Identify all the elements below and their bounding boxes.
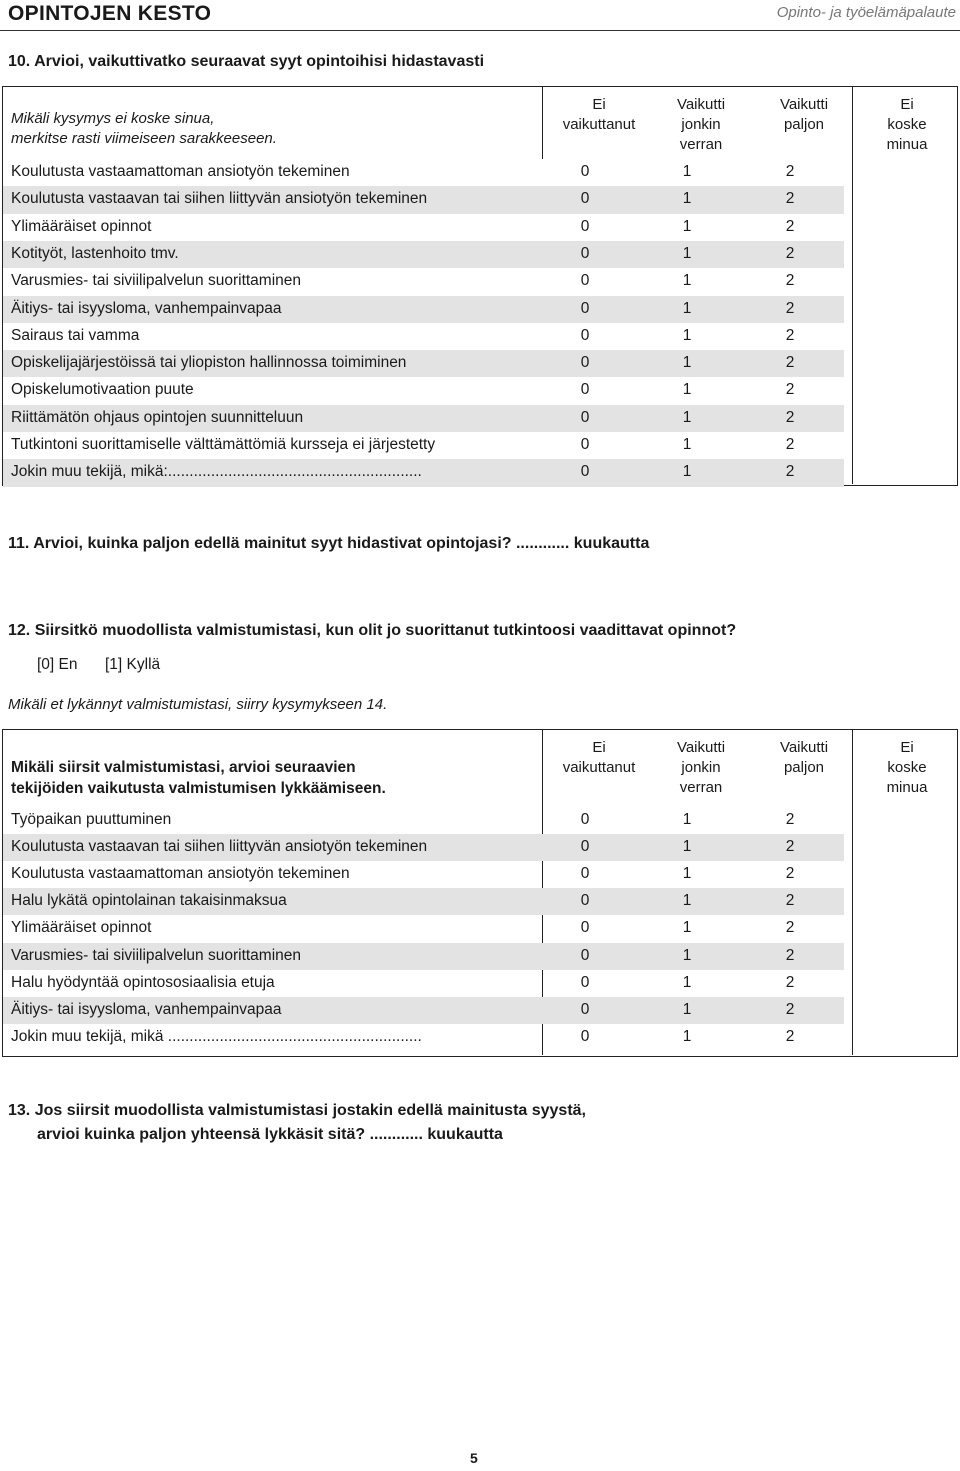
rating-option-1[interactable]: 1 xyxy=(682,811,692,828)
row-label: Äitiys- tai isyysloma, vanhempainvapaa xyxy=(11,299,282,317)
rating-option-0[interactable]: 0 xyxy=(580,326,590,344)
rating-option-2[interactable]: 2 xyxy=(785,919,795,937)
q12b-col-header-ei-koske-minua: Ei koske minua xyxy=(886,739,928,796)
rating-option-0[interactable]: 0 xyxy=(580,190,590,208)
rating-option-2[interactable]: 2 xyxy=(785,1000,795,1018)
table-row xyxy=(3,350,844,377)
table-row xyxy=(3,807,844,834)
table-row xyxy=(3,159,844,186)
table-row xyxy=(3,915,844,942)
rating-option-0[interactable]: 0 xyxy=(580,919,590,937)
rating-option-1[interactable]: 1 xyxy=(682,1000,692,1018)
q12b-lead-1: Mikäli siirsit valmistumistasi, arvioi seuraavien xyxy=(11,759,356,776)
q12b-col-header-ei-vaikuttanut: Ei vaikuttanut xyxy=(562,739,636,776)
q12-option-en[interactable]: [0] En xyxy=(37,656,78,673)
rating-option-1[interactable]: 1 xyxy=(682,892,692,910)
question-10-table xyxy=(2,86,958,486)
row-label: Tutkintoni suorittamiselle välttämättömiä kursseja ei järjestetty xyxy=(11,436,436,453)
table-row xyxy=(3,970,844,997)
q12-option-kylla[interactable]: [1] Kyllä xyxy=(105,656,161,673)
row-label: Ylimääräiset opinnot xyxy=(11,919,152,937)
rating-option-1[interactable]: 1 xyxy=(682,163,692,180)
table-row xyxy=(3,405,844,432)
rating-option-0[interactable]: 0 xyxy=(580,811,590,828)
rating-option-2[interactable]: 2 xyxy=(785,811,795,828)
q10-col-header-ei-vaikuttanut: Ei vaikuttanut xyxy=(562,96,636,133)
rating-option-2[interactable]: 2 xyxy=(785,973,795,991)
rating-option-0[interactable]: 0 xyxy=(580,838,590,856)
table-row xyxy=(3,943,844,970)
row-label: Koulutusta vastaamattoman ansiotyön tekeminen xyxy=(11,865,350,883)
table-row xyxy=(3,296,844,323)
q12-skip-note: Mikäli et lykännyt valmistumistasi, siirry kysymykseen 14. xyxy=(8,696,388,713)
table-row xyxy=(3,888,844,915)
rating-option-0[interactable]: 0 xyxy=(580,272,590,290)
q10-col-divider xyxy=(542,87,543,159)
rating-option-1[interactable]: 1 xyxy=(682,408,692,426)
q12b-lead-2: tekijöiden vaikutusta valmistumisen lykkäämiseen. xyxy=(11,780,386,797)
rating-option-2[interactable]: 2 xyxy=(785,190,795,208)
rating-option-1[interactable]: 1 xyxy=(682,217,692,235)
page-number: 5 xyxy=(470,1450,478,1466)
rating-option-2[interactable]: 2 xyxy=(785,1027,795,1045)
question-11: 11. Arvioi, kuinka paljon edellä mainitut syyt hidastivat opintojasi? ............ kuukautta xyxy=(8,535,650,552)
rating-option-1[interactable]: 1 xyxy=(682,244,692,262)
rating-option-2[interactable]: 2 xyxy=(785,163,795,180)
q10-col-header-vaikutti-jonkin-verran: Vaikutti jonkin verran xyxy=(676,96,726,153)
q10-instruction-1: Mikäli kysymys ei koske sinua, xyxy=(11,110,215,127)
rating-option-0[interactable]: 0 xyxy=(580,299,590,317)
q12b-col-header-vaikutti-jonkin-verran: Vaikutti jonkin verran xyxy=(676,739,726,796)
question-13-line-2: arvioi kuinka paljon yhteensä lykkäsit sitä? ............ kuukautta xyxy=(37,1126,503,1143)
rating-option-0[interactable]: 0 xyxy=(580,163,590,180)
row-label: Halu lykätä opintolainan takaisinmaksua xyxy=(11,892,287,910)
row-label: Jokin muu tekijä, mikä:........................................................... xyxy=(11,463,422,481)
rating-option-0[interactable]: 0 xyxy=(580,244,590,262)
rating-option-0[interactable]: 0 xyxy=(580,408,590,426)
rating-option-2[interactable]: 2 xyxy=(785,463,795,481)
row-label: Varusmies- tai siviilipalvelun suorittaminen xyxy=(11,946,302,964)
rating-option-1[interactable]: 1 xyxy=(682,463,692,481)
rating-option-2[interactable]: 2 xyxy=(785,408,795,426)
rating-option-1[interactable]: 1 xyxy=(682,299,692,317)
rating-option-1[interactable]: 1 xyxy=(682,436,692,453)
rating-option-0[interactable]: 0 xyxy=(580,892,590,910)
rating-option-0[interactable]: 0 xyxy=(580,1027,590,1045)
rating-option-2[interactable]: 2 xyxy=(785,436,795,453)
rating-option-1[interactable]: 1 xyxy=(682,326,692,344)
rating-option-0[interactable]: 0 xyxy=(580,463,590,481)
rating-option-2[interactable]: 2 xyxy=(785,272,795,290)
page-subtitle: Opinto- ja työelämäpalaute xyxy=(776,4,956,21)
row-label: Halu hyödyntää opintososiaalisia etuja xyxy=(11,973,275,991)
rating-option-2[interactable]: 2 xyxy=(785,865,795,883)
table-row xyxy=(3,834,844,861)
rating-option-2[interactable]: 2 xyxy=(785,354,795,372)
rating-option-1[interactable]: 1 xyxy=(682,272,692,290)
question-13-line-1: 13. Jos siirsit muodollista valmistumistasi jostakin edellä mainitusta syystä, xyxy=(8,1102,586,1119)
rating-option-2[interactable]: 2 xyxy=(785,946,795,964)
row-label: Sairaus tai vamma xyxy=(11,326,140,344)
rating-option-1[interactable]: 1 xyxy=(682,946,692,964)
rating-option-2[interactable]: 2 xyxy=(785,381,795,399)
row-label: Työpaikan puuttuminen xyxy=(11,811,172,828)
rating-option-1[interactable]: 1 xyxy=(682,354,692,372)
row-label: Äitiys- tai isyysloma, vanhempainvapaa xyxy=(11,1000,282,1018)
question-12: 12. Siirsitkö muodollista valmistumistasi, kun olit jo suorittanut tutkintoosi vaadittavat opinnot? xyxy=(8,622,737,639)
q10-instruction-2: merkitse rasti viimeiseen sarakkeeseen. xyxy=(11,130,277,147)
page-title: OPINTOJEN KESTO xyxy=(8,2,212,25)
q10-col-header-vaikutti-paljon: Vaikutti paljon xyxy=(779,96,829,133)
question-10-title: 10. Arvioi, vaikuttivatko seuraavat syyt opintoihisi hidastavasti xyxy=(8,53,485,70)
table-row xyxy=(3,241,844,268)
q10-col-header-ei-koske-minua: Ei koske minua xyxy=(886,96,928,153)
row-label: Koulutusta vastaavan tai siihen liittyvän ansiotyön tekeminen xyxy=(11,838,428,856)
table-row xyxy=(3,323,844,350)
table-row xyxy=(3,997,844,1024)
q10-col-divider-last xyxy=(852,87,853,484)
rating-option-1[interactable]: 1 xyxy=(682,381,692,399)
row-label: Opiskelijajärjestöissä tai yliopiston hallinnossa toimiminen xyxy=(11,354,407,372)
row-label: Varusmies- tai siviilipalvelun suorittaminen xyxy=(11,272,302,290)
q12b-col-divider-last xyxy=(852,730,853,1055)
table-row xyxy=(3,861,844,888)
rating-option-2[interactable]: 2 xyxy=(785,299,795,317)
rating-option-1[interactable]: 1 xyxy=(682,1027,692,1045)
table-row xyxy=(3,268,844,295)
table-row xyxy=(3,377,844,404)
table-row xyxy=(3,214,844,241)
rating-option-1[interactable]: 1 xyxy=(682,919,692,937)
row-label: Kotityöt, lastenhoito tmv. xyxy=(11,244,179,262)
rating-option-1[interactable]: 1 xyxy=(682,838,692,856)
row-label: Jokin muu tekijä, mikä ........................................................... xyxy=(11,1027,422,1045)
rating-option-0[interactable]: 0 xyxy=(580,973,590,991)
q12b-col-header-vaikutti-paljon: Vaikutti paljon xyxy=(779,739,829,776)
rating-option-0[interactable]: 0 xyxy=(580,946,590,964)
rating-option-1[interactable]: 1 xyxy=(682,973,692,991)
rating-option-2[interactable]: 2 xyxy=(785,244,795,262)
row-label: Koulutusta vastaavan tai siihen liittyvän ansiotyön tekeminen xyxy=(11,190,428,208)
q10-rows xyxy=(3,159,844,485)
table-row xyxy=(3,1024,844,1051)
question-12b-table xyxy=(2,729,958,1057)
table-row xyxy=(3,432,844,459)
table-row xyxy=(3,459,844,486)
row-label: Koulutusta vastaamattoman ansiotyön tekeminen xyxy=(11,163,350,180)
q12b-rows xyxy=(3,807,844,1053)
rating-option-0[interactable]: 0 xyxy=(580,436,590,453)
rating-option-1[interactable]: 1 xyxy=(682,190,692,208)
rating-option-2[interactable]: 2 xyxy=(785,892,795,910)
rating-option-2[interactable]: 2 xyxy=(785,217,795,235)
rating-option-0[interactable]: 0 xyxy=(580,381,590,399)
header-rule xyxy=(0,30,960,31)
rating-option-0[interactable]: 0 xyxy=(580,865,590,883)
rating-option-1[interactable]: 1 xyxy=(682,865,692,883)
row-label: Riittämätön ohjaus opintojen suunnitteluun xyxy=(11,408,304,426)
rating-option-0[interactable]: 0 xyxy=(580,1000,590,1018)
row-label: Ylimääräiset opinnot xyxy=(11,217,152,235)
rating-option-0[interactable]: 0 xyxy=(580,217,590,235)
rating-option-2[interactable]: 2 xyxy=(785,838,795,856)
rating-option-0[interactable]: 0 xyxy=(580,354,590,372)
rating-option-2[interactable]: 2 xyxy=(785,326,795,344)
row-label: Opiskelumotivaation puute xyxy=(11,381,194,399)
table-row xyxy=(3,186,844,213)
